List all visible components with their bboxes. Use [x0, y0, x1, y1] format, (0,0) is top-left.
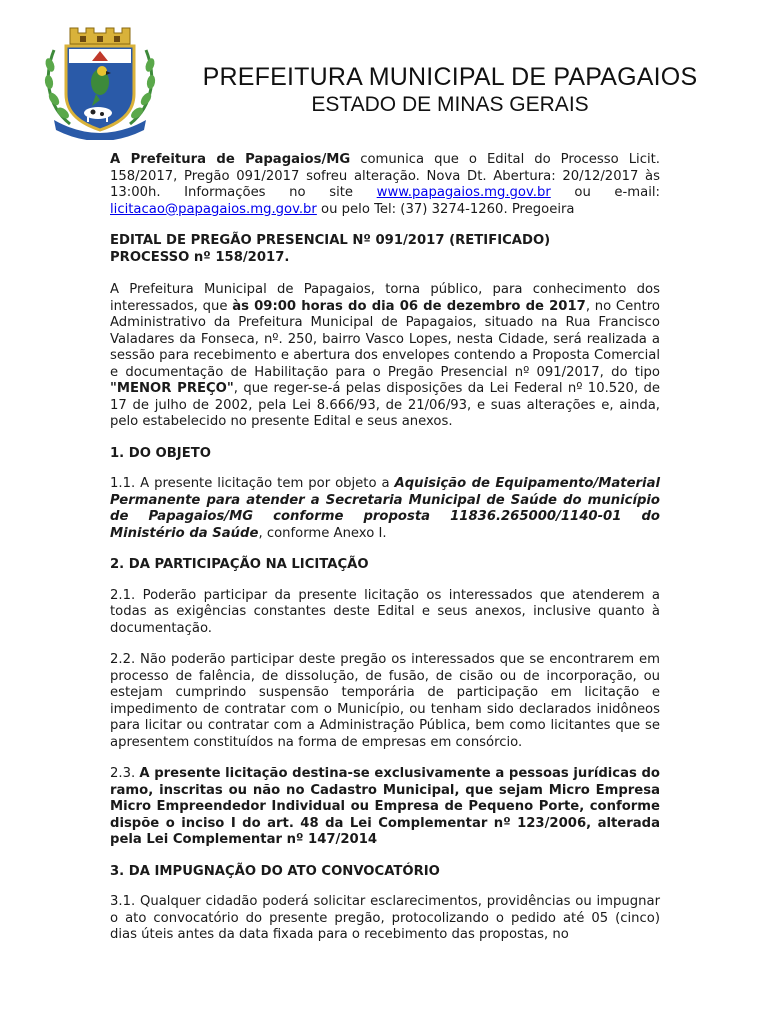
edital-heading: EDITAL DE PREGÃO PRESENCIAL Nº 091/2017 (RETIFICADO) PROCESSO nº 158/2017.	[110, 233, 551, 265]
section-3-1-paragraph: 3.1. Qualquer cidadão poderá solicitar esclarecimentos, providências ou impugnar o ato convocatório do presente pregão, protocolizando o pedido até 05 (cinco) dias úteis antes da data fixada para o recebimento das propostas, no	[110, 894, 660, 942]
section-3-heading: 3. DA IMPUGNAÇÃO DO ATO CONVOCATÓRIO	[110, 863, 440, 879]
municipal-crest-logo	[40, 20, 160, 140]
section-2-heading: 2. DA PARTICIPAÇÃO NA LICITAÇÃO	[110, 557, 369, 572]
section-2-3-paragraph: 2.3. A presente licitação destina-se exclusivamente a pessoas jurídicas do ramo, inscritas ou não no Cadastro Municipal, que sejam Micro Empresa Micro Empreendedor Individual ou Empresa de Pequeno Porte, conforme dispõe o inciso I do art. 48 da Lei Complementar nº 123/2006, alterada pela Lei Complementar nº 147/2014	[110, 766, 660, 847]
header	[160, 62, 740, 118]
notice-paragraph: A Prefeitura de Papagaios/MG comunica que o Edital do Processo Licit. 158/2017, Pregão 091/2017 sofreu alteração. Nova Dt. Abertura: 20/12/2017 às 13:00h. Informações no site www.papagaios.mg.gov.br ou e-mail: licitacao@papagaios.mg.gov.br ou pelo Tel: (37) 3274-1260. Pregoeira	[110, 152, 660, 217]
intro-paragraph: A Prefeitura Municipal de Papagaios, torna público, para conhecimento dos interessados, que às 09:00 horas do dia 06 de dezembro de 2017, no Centro Administrativo da Prefeitura Municipal de Papagaios, situado na Rua Francisco Valadares da Fonseca, nº. 250, bairro Vasco Lopes, nesta Cidade, será realizada a sessão para recebimento e abertura dos envelopes contendo a Proposta Comercial e documentação de Habilitação para o Pregão Presencial nº 091/2017, do tipo "MENOR PREÇO", que reger-se-á pelas disposições da Lei Federal nº 10.520, de 17 de julho de 2002, pela Lei 8.666/93, de 21/06/93, e suas alterações e, ainda, pelo estabelecido no presente Edital e seus anexos.	[110, 282, 660, 429]
page-subtitle: ESTADO DE MINAS GERAIS	[311, 93, 589, 116]
page-title: PREFEITURA MUNICIPAL DE PAPAGAIOS	[202, 63, 698, 91]
notice-org: A Prefeitura de Papagaios/MG	[110, 152, 351, 167]
section-2-1-paragraph: 2.1. Poderão participar da presente licitação os interessados que atenderem a todas as exigências constantes deste Edital e seus anexos, inclusive quanto à documentação.	[110, 587, 660, 636]
section-1-1-paragraph: 1.1. A presente licitação tem por objeto a Aquisição de Equipamento/Material Permanente para atender a Secretaria Municipal de Saúde do município de Papagaios/MG conforme proposta 11836.265000/1140-01 do Ministério da Saúde, conforme Anexo I.	[110, 476, 660, 541]
website-link[interactable]: www.papagaios.mg.gov.br	[376, 185, 551, 200]
section-1-heading: 1. DO OBJETO	[110, 445, 211, 461]
document-body	[110, 152, 660, 959]
section-2-2-paragraph: 2.2. Não poderão participar deste pregão os interessados que se encontrarem em processo de falência, de dissolução, de fusão, de cisão ou de incorporação, ou estejam cumprindo suspensão temporária de participação em licitação e impedimento de contratar com o Município, ou tenham sido declarados inidôneos para licitar ou contratar com a Administração Pública, bem como licitantes que se apresentem constituídos na forma de empresas em consórcio.	[110, 652, 660, 750]
email-link[interactable]: licitacao@papagaios.mg.gov.br	[110, 201, 317, 217]
